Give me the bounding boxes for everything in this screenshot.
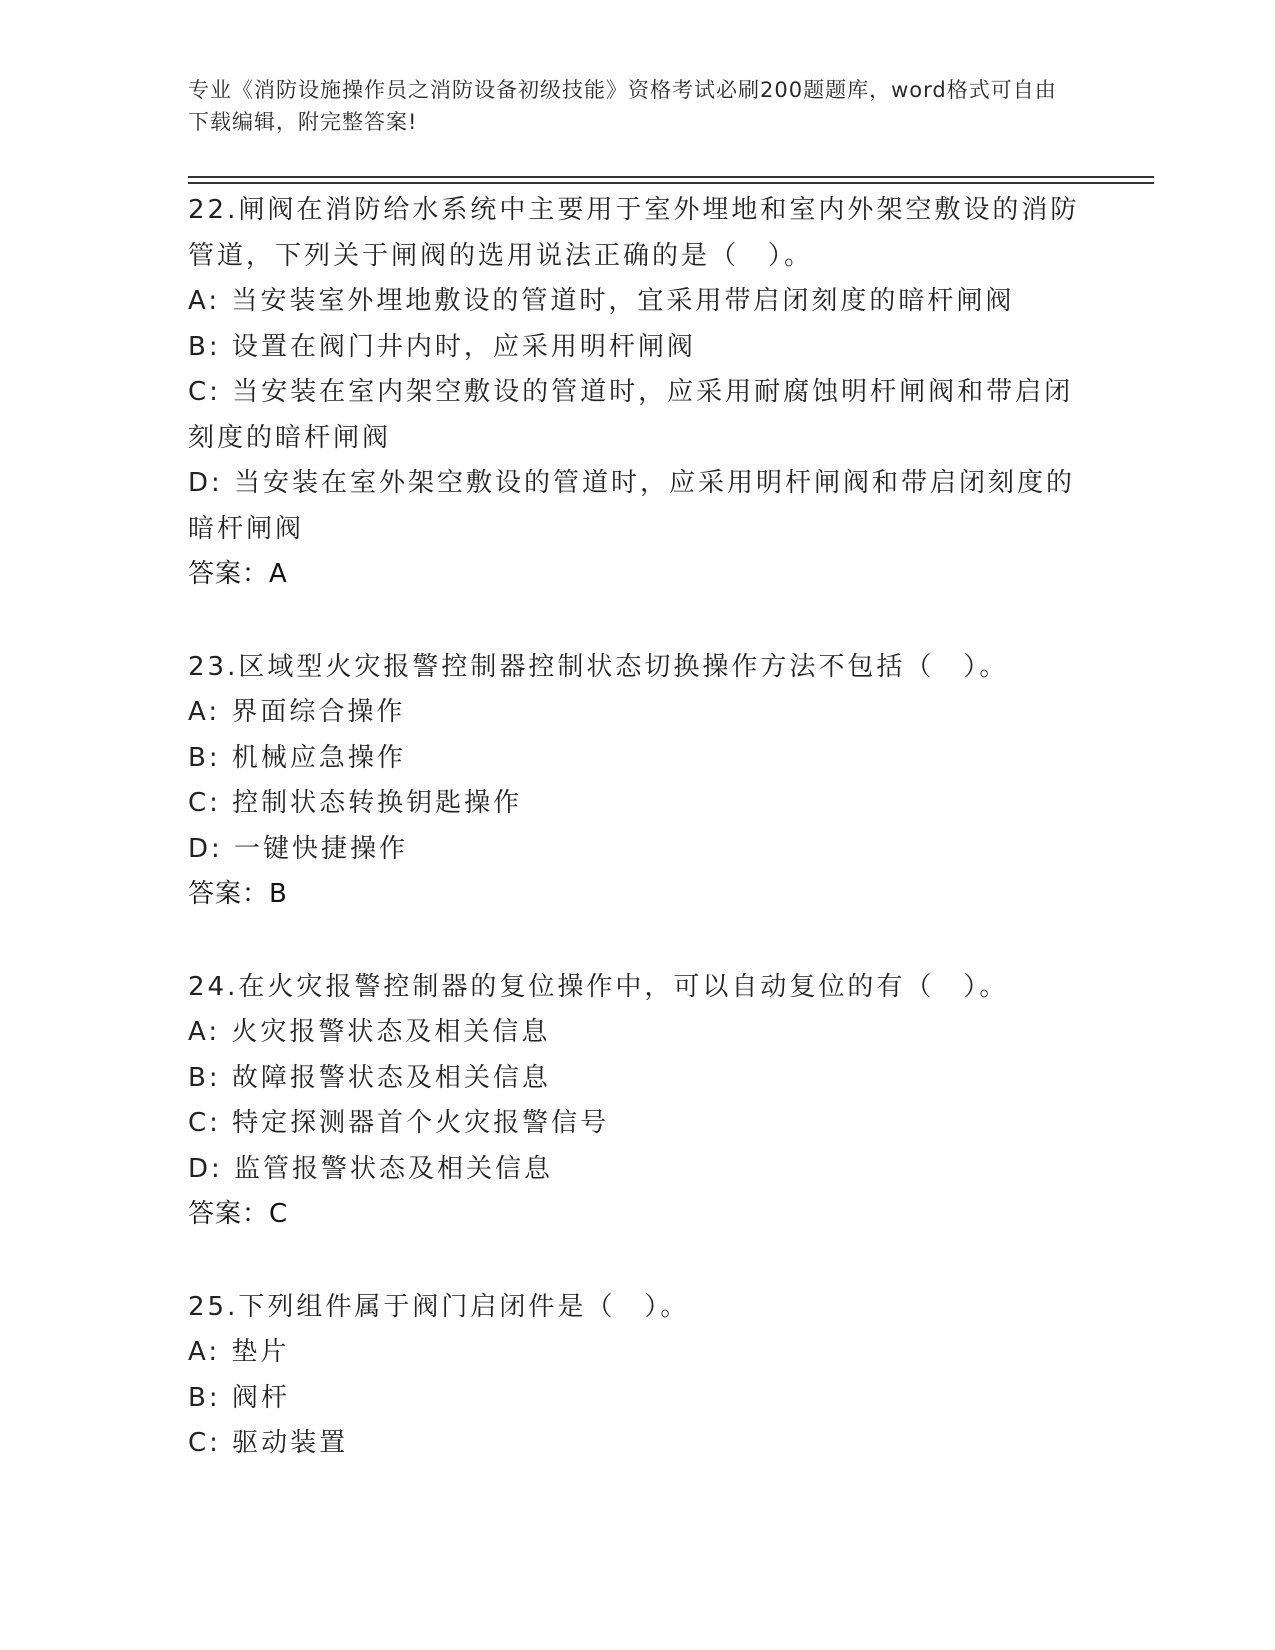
option-a: A: 火灾报警状态及相关信息 [188,1017,551,1047]
question-22 [188,188,1088,598]
header-title: 专业《消防设施操作员之消防设备初级技能》资格考试必刷200题题库，word格式可自由下载编辑，附完整答案! [188,78,1057,134]
option-d: D: 监管报警状态及相关信息 [188,1153,554,1184]
answer: 答案：B [188,879,288,909]
option-b: B: 机械应急操作 [188,742,406,773]
question-23 [188,645,1088,918]
question-25 [188,1285,1088,1467]
option-c: C: 当安装在室内架空敷设的管道时，应采用耐腐蚀明杆闸阀和带启闭刻度的暗杆闸阀 [188,377,1074,453]
question-24 [188,965,1088,1238]
document-header [188,74,1068,138]
option-a: A: 界面综合操作 [188,697,406,727]
option-b: B: 故障报警状态及相关信息 [188,1062,551,1093]
option-a: A: 垫片 [188,1337,290,1367]
option-c: C: 驱动装置 [188,1428,349,1458]
option-c: C: 控制状态转换钥匙操作 [188,788,523,818]
option-b: B: 阀杆 [188,1382,290,1413]
header-divider-top [188,176,1154,178]
option-d: D: 当安装在室外架空敷设的管道时，应采用明杆闸阀和带启闭刻度的暗杆闸阀 [188,468,1076,544]
answer: 答案：C [188,1199,289,1229]
option-d: D: 一键快捷操作 [188,833,409,864]
question-text: 25.下列组件属于阀门启闭件是（ ）。 [188,1291,690,1322]
question-text: 23.区域型火灾报警控制器控制状态切换操作方法不包括（ ）。 [188,651,1009,682]
option-a: A: 当安装室外埋地敷设的管道时，宜采用带启闭刻度的暗杆闸阀 [188,286,1015,316]
header-divider-bottom [188,182,1154,184]
answer: 答案：A [188,559,288,589]
question-text: 24.在火灾报警控制器的复位操作中，可以自动复位的有（ ）。 [188,971,1009,1002]
question-text: 22.闸阀在消防给水系统中主要用于室外埋地和室内外架空敷设的消防管道，下列关于闸阀的选用说法正确的是（ ）。 [188,195,1080,271]
option-b: B: 设置在阀门井内时，应采用明杆闸阀 [188,331,696,362]
option-c: C: 特定探测器首个火灾报警信号 [188,1108,610,1138]
question-list [188,188,1088,1514]
